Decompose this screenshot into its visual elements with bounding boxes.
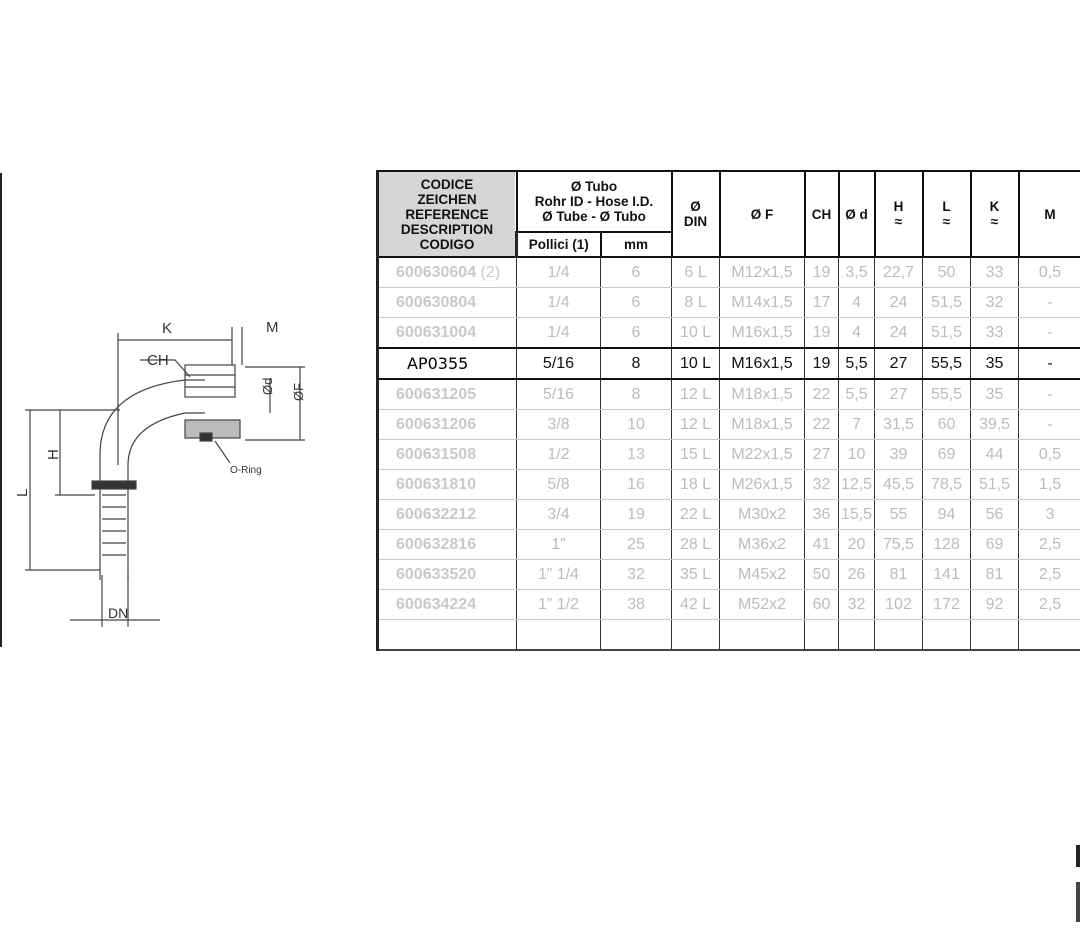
code-value: 600632212 <box>396 505 477 523</box>
code-value: 600631205 <box>396 385 477 403</box>
cell-ch: 17 <box>805 288 839 318</box>
cell-empty <box>971 620 1019 651</box>
cell-pollici: 5/16 <box>517 348 601 379</box>
cell-m: 2,5 <box>1019 560 1080 590</box>
cell-pollici: 1/4 <box>517 288 601 318</box>
cell-h: 27 <box>875 348 923 379</box>
cell-h: 22,7 <box>875 257 923 288</box>
cell-din: 10 L <box>672 318 720 349</box>
table-row-empty <box>378 620 1080 651</box>
cell-din: 10 L <box>672 348 720 379</box>
cell-f: M14x1,5 <box>720 288 805 318</box>
table-row <box>378 500 1080 530</box>
cell-din: 12 L <box>672 379 720 410</box>
label-h: H <box>45 449 62 460</box>
cell-k: 39,5 <box>971 410 1019 440</box>
label-ch: CH <box>147 352 169 369</box>
header-tube-line: Ø Tube - Ø Tubo <box>542 209 646 225</box>
cell-din: 22 L <box>672 500 720 530</box>
header-din <box>672 171 720 257</box>
cell-ch: 22 <box>805 379 839 410</box>
cell-f: M30x2 <box>720 500 805 530</box>
cell-mm: 10 <box>601 410 672 440</box>
left-border-rule <box>0 173 2 647</box>
code-value: AP0355 <box>407 354 469 373</box>
right-edge-marks <box>1076 660 1080 931</box>
cell-din: 28 L <box>672 530 720 560</box>
cell-f: M52x2 <box>720 590 805 620</box>
cell-mm: 19 <box>601 500 672 530</box>
cell-h: 45,5 <box>875 470 923 500</box>
header-l-approx: ≈ <box>942 214 951 229</box>
code-note: (2) <box>480 263 501 281</box>
cell-mm: 13 <box>601 440 672 470</box>
oring-leader <box>215 441 230 463</box>
cell-empty <box>839 620 875 651</box>
cell-din: 8 L <box>672 288 720 318</box>
header-pollici: Pollici (1) <box>517 232 601 257</box>
cell-k: 81 <box>971 560 1019 590</box>
header-code <box>378 171 517 257</box>
cell-pollici: 1” 1/2 <box>517 590 601 620</box>
cell-code <box>378 348 517 379</box>
cell-h: 55 <box>875 500 923 530</box>
table-body <box>378 257 1080 650</box>
header-k <box>971 171 1019 257</box>
cell-k: 51,5 <box>971 470 1019 500</box>
cell-empty <box>720 620 805 651</box>
cell-f: M18x1,5 <box>720 379 805 410</box>
cell-d: 26 <box>839 560 875 590</box>
cell-m: - <box>1019 348 1080 379</box>
code-value: 600630604 <box>396 263 477 281</box>
code-value: 600631206 <box>396 415 477 433</box>
label-k: K <box>161 320 173 337</box>
cell-l: 69 <box>923 440 971 470</box>
cell-empty <box>378 620 517 651</box>
cell-l: 60 <box>923 410 971 440</box>
cell-f: M45x2 <box>720 560 805 590</box>
cell-k: 33 <box>971 257 1019 288</box>
cell-ch: 19 <box>805 257 839 288</box>
fitting-technical-drawing <box>10 305 310 645</box>
cell-h: 31,5 <box>875 410 923 440</box>
cell-d: 32 <box>839 590 875 620</box>
cell-ch: 50 <box>805 560 839 590</box>
cell-m: - <box>1019 379 1080 410</box>
table-row <box>378 379 1080 410</box>
cell-m: - <box>1019 318 1080 349</box>
header-tube-line: Ø Tubo <box>570 179 618 195</box>
cell-d: 15,5 <box>839 500 875 530</box>
cell-mm: 6 <box>601 318 672 349</box>
code-value: 600633520 <box>396 565 477 583</box>
header-din-label: DIN <box>683 214 708 229</box>
cell-k: 69 <box>971 530 1019 560</box>
header-code-line: REFERENCE <box>405 206 489 222</box>
header-d: Ø d <box>839 171 875 257</box>
cell-code <box>378 440 517 470</box>
cell-empty <box>1019 620 1080 651</box>
label-dn: DN <box>108 605 129 621</box>
cell-l: 172 <box>923 590 971 620</box>
cell-code <box>378 500 517 530</box>
cell-empty <box>672 620 720 651</box>
table-row <box>378 410 1080 440</box>
cell-m: 2,5 <box>1019 530 1080 560</box>
cell-m: 0,5 <box>1019 257 1080 288</box>
cell-d: 4 <box>839 288 875 318</box>
cell-f: M16x1,5 <box>720 318 805 349</box>
header-code-line: DESCRIPTION <box>400 221 494 237</box>
cell-k: 56 <box>971 500 1019 530</box>
table-row <box>378 348 1080 379</box>
cell-din: 42 L <box>672 590 720 620</box>
table-row <box>378 440 1080 470</box>
cell-l: 94 <box>923 500 971 530</box>
cell-l: 141 <box>923 560 971 590</box>
cell-din: 15 L <box>672 440 720 470</box>
cell-empty <box>923 620 971 651</box>
cell-ch: 27 <box>805 440 839 470</box>
code-value: 600631004 <box>396 323 477 341</box>
cell-l: 51,5 <box>923 318 971 349</box>
cell-d: 4 <box>839 318 875 349</box>
cell-pollici: 1” 1/4 <box>517 560 601 590</box>
cell-empty <box>805 620 839 651</box>
cell-f: M12x1,5 <box>720 257 805 288</box>
table-row <box>378 257 1080 288</box>
cell-mm: 25 <box>601 530 672 560</box>
cell-k: 32 <box>971 288 1019 318</box>
cell-ch: 19 <box>805 318 839 349</box>
cell-k: 44 <box>971 440 1019 470</box>
cell-pollici: 5/8 <box>517 470 601 500</box>
header-ch: CH <box>805 171 839 257</box>
cell-mm: 16 <box>601 470 672 500</box>
cell-mm: 6 <box>601 257 672 288</box>
fitting-spec-table <box>376 170 1080 651</box>
cell-mm: 32 <box>601 560 672 590</box>
o-ring-mark <box>200 433 212 441</box>
cell-m: - <box>1019 288 1080 318</box>
cell-code <box>378 560 517 590</box>
table-row <box>378 590 1080 620</box>
cell-din: 18 L <box>672 470 720 500</box>
code-value: 600632816 <box>396 535 477 553</box>
cell-m: - <box>1019 410 1080 440</box>
cell-l: 50 <box>923 257 971 288</box>
header-f: Ø F <box>720 171 805 257</box>
header-m: M <box>1019 171 1080 257</box>
table-row <box>378 288 1080 318</box>
cell-k: 35 <box>971 348 1019 379</box>
cell-k: 35 <box>971 379 1019 410</box>
cell-din: 35 L <box>672 560 720 590</box>
cell-d: 7 <box>839 410 875 440</box>
header-row <box>378 171 1080 232</box>
swivel-nut <box>185 365 235 397</box>
cell-ch: 22 <box>805 410 839 440</box>
header-code-line: ZEICHEN <box>417 191 477 207</box>
cell-code <box>378 257 517 288</box>
cell-code <box>378 318 517 349</box>
label-f: ØF <box>291 382 306 401</box>
cell-h: 81 <box>875 560 923 590</box>
cell-code <box>378 410 517 440</box>
cell-f: M18x1,5 <box>720 410 805 440</box>
label-m: M <box>266 319 279 336</box>
header-din-symbol: Ø <box>690 199 701 214</box>
cell-k: 33 <box>971 318 1019 349</box>
table-row <box>378 560 1080 590</box>
cell-code <box>378 379 517 410</box>
cell-din: 6 L <box>672 257 720 288</box>
cell-k: 92 <box>971 590 1019 620</box>
cell-d: 5,5 <box>839 348 875 379</box>
cell-f: M26x1,5 <box>720 470 805 500</box>
header-tube <box>517 171 672 232</box>
cell-m: 0,5 <box>1019 440 1080 470</box>
label-d: Ød <box>260 377 275 395</box>
header-l <box>923 171 971 257</box>
header-h <box>875 171 923 257</box>
cell-pollici: 1/4 <box>517 257 601 288</box>
header-k-label: K <box>989 199 1000 214</box>
cell-d: 3,5 <box>839 257 875 288</box>
header-code-line: CODICE <box>420 176 474 192</box>
table-row <box>378 530 1080 560</box>
cell-m: 1,5 <box>1019 470 1080 500</box>
cell-pollici: 3/4 <box>517 500 601 530</box>
cell-ch: 32 <box>805 470 839 500</box>
code-value: 600631508 <box>396 445 477 463</box>
cell-empty <box>875 620 923 651</box>
header-mm: mm <box>601 232 672 257</box>
cell-code <box>378 470 517 500</box>
cell-pollici: 1” <box>517 530 601 560</box>
cell-ch: 19 <box>805 348 839 379</box>
cell-f: M22x1,5 <box>720 440 805 470</box>
cell-mm: 8 <box>601 379 672 410</box>
cell-m: 3 <box>1019 500 1080 530</box>
header-tube-line: Rohr ID - Hose I.D. <box>534 194 654 210</box>
cell-d: 12,5 <box>839 470 875 500</box>
cell-h: 39 <box>875 440 923 470</box>
cell-l: 128 <box>923 530 971 560</box>
cell-empty <box>517 620 601 651</box>
cell-h: 24 <box>875 288 923 318</box>
cell-empty <box>601 620 672 651</box>
table-row <box>378 318 1080 349</box>
cell-mm: 38 <box>601 590 672 620</box>
cell-ch: 36 <box>805 500 839 530</box>
table-row <box>378 470 1080 500</box>
cell-l: 55,5 <box>923 379 971 410</box>
label-oring: O-Ring <box>230 465 262 476</box>
cell-ch: 41 <box>805 530 839 560</box>
cell-m: 2,5 <box>1019 590 1080 620</box>
cell-d: 5,5 <box>839 379 875 410</box>
cell-h: 27 <box>875 379 923 410</box>
cell-d: 10 <box>839 440 875 470</box>
header-h-label: H <box>893 199 904 214</box>
code-value: 600630804 <box>396 293 477 311</box>
code-value: 600634224 <box>396 595 477 613</box>
header-h-approx: ≈ <box>894 214 903 229</box>
cell-d: 20 <box>839 530 875 560</box>
cell-f: M16x1,5 <box>720 348 805 379</box>
cell-f: M36x2 <box>720 530 805 560</box>
cell-din: 12 L <box>672 410 720 440</box>
cell-l: 55,5 <box>923 348 971 379</box>
cell-l: 78,5 <box>923 470 971 500</box>
cell-pollici: 5/16 <box>517 379 601 410</box>
cell-pollici: 3/8 <box>517 410 601 440</box>
cell-pollici: 1/2 <box>517 440 601 470</box>
cell-code <box>378 530 517 560</box>
cell-h: 24 <box>875 318 923 349</box>
header-l-label: L <box>942 199 951 214</box>
cell-l: 51,5 <box>923 288 971 318</box>
header-k-approx: ≈ <box>990 214 999 229</box>
code-value: 600631810 <box>396 475 477 493</box>
cell-mm: 8 <box>601 348 672 379</box>
label-l: L <box>14 488 31 497</box>
collar-ring <box>92 481 136 489</box>
cell-code <box>378 590 517 620</box>
cell-h: 75,5 <box>875 530 923 560</box>
cell-code <box>378 288 517 318</box>
header-code-line: CODIGO <box>419 236 475 252</box>
cell-ch: 60 <box>805 590 839 620</box>
cell-mm: 6 <box>601 288 672 318</box>
cell-h: 102 <box>875 590 923 620</box>
cell-pollici: 1/4 <box>517 318 601 349</box>
